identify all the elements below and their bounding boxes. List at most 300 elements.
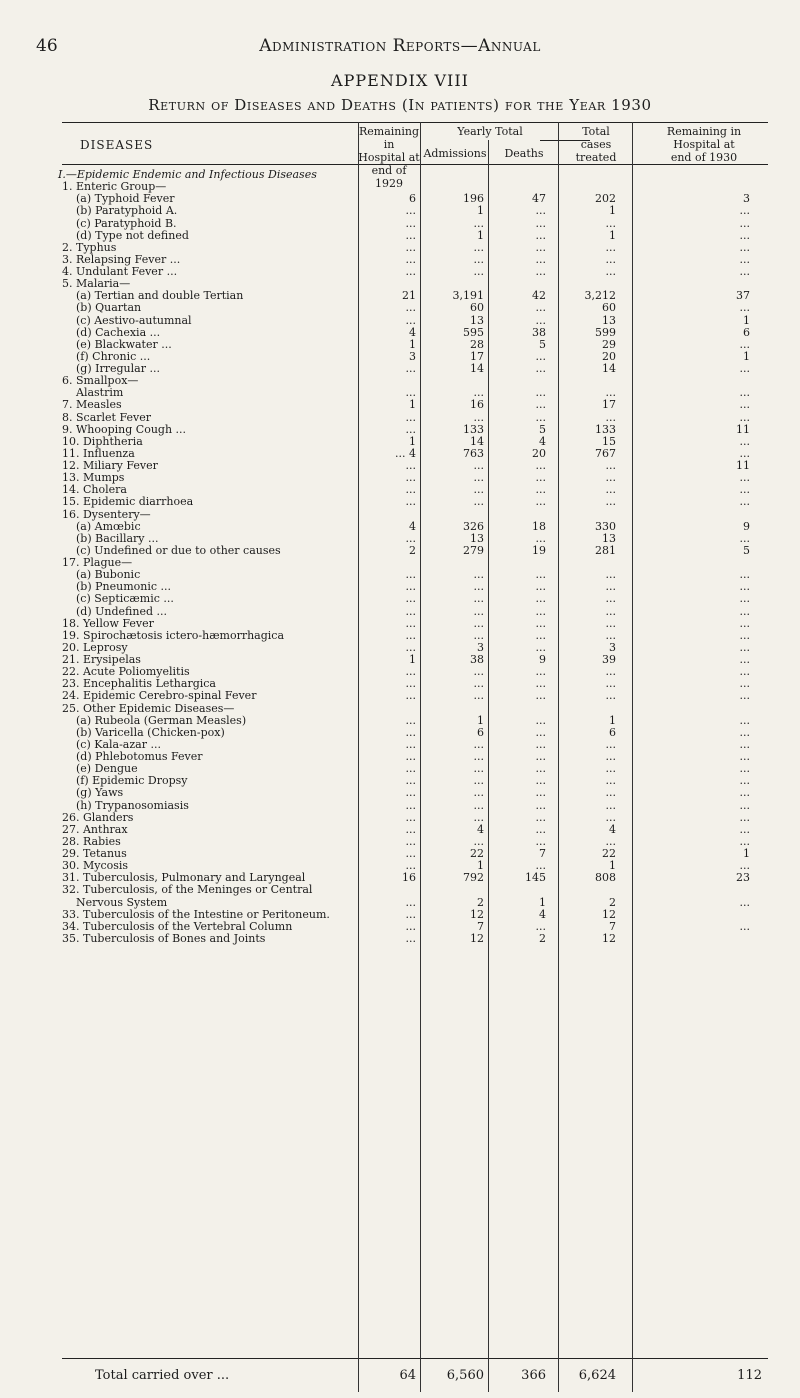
remaining-end-cell: ... xyxy=(739,580,750,594)
total-cases-cell: ... xyxy=(605,628,616,642)
admissions-cell: 14 xyxy=(470,362,484,375)
admissions-heading: Admissions xyxy=(423,147,487,160)
remaining-start-cell: ... xyxy=(405,774,416,788)
admissions-cell: 38 xyxy=(470,653,484,666)
admissions-cell: 13 xyxy=(470,531,484,545)
remaining-end-cell: ... xyxy=(739,471,750,485)
heading-line: Remaining in xyxy=(358,125,420,151)
admissions-cell: 326 xyxy=(463,519,484,533)
admissions-cell: ... xyxy=(473,774,484,788)
deaths-cell: ... xyxy=(535,240,546,254)
disease-label: 28. Rabies xyxy=(62,834,121,848)
disease-label: (c) Kala-azar ... xyxy=(76,737,161,751)
deaths-cell: 42 xyxy=(532,289,546,303)
total-cases-cell: ... xyxy=(605,834,616,848)
remaining-end-cell: ... xyxy=(739,362,750,375)
remaining-end-cell: ... xyxy=(739,495,750,509)
total-cases-cell: 7 xyxy=(609,919,616,933)
table-row xyxy=(0,606,800,618)
deaths-heading: Deaths xyxy=(504,147,544,160)
disease-label: 22. Acute Poliomyelitis xyxy=(62,665,190,679)
remaining-end-cell: ... xyxy=(739,398,750,412)
total-cases-cell: ... xyxy=(605,616,616,630)
deaths-cell: 19 xyxy=(532,543,546,557)
disease-label: 10. Diphtheria xyxy=(62,434,143,448)
admissions-cell: ... xyxy=(473,689,484,703)
deaths-cell: ... xyxy=(535,580,546,594)
disease-label: 14. Cholera xyxy=(62,483,127,497)
remaining-end-cell: 5 xyxy=(743,543,750,557)
table-row xyxy=(0,812,800,824)
total-cases-cell: 2 xyxy=(609,895,616,909)
disease-label: 26. Glanders xyxy=(62,810,134,824)
total-cases-cell: ... xyxy=(605,495,616,509)
disease-label: (b) Varicella (Chicken-pox) xyxy=(76,725,225,739)
remaining-start-cell: ... xyxy=(405,410,416,424)
remaining-start-cell: ... xyxy=(405,628,416,642)
total-cases-cell: 39 xyxy=(602,653,616,666)
disease-label: 33. Tuberculosis of the Intestine or Peritoneum. xyxy=(62,907,330,921)
disease-label: (d) Type not defined xyxy=(76,228,189,242)
remaining-end-cell: ... xyxy=(739,604,750,618)
deaths-cell: ... xyxy=(535,798,546,812)
table-row xyxy=(0,302,800,314)
deaths-cell: ... xyxy=(535,774,546,788)
remaining-end-cell: ... xyxy=(739,737,750,751)
admissions-cell: 1 xyxy=(477,713,484,727)
total-label: Total carried over ... xyxy=(95,1368,230,1383)
deaths-cell: 4 xyxy=(539,434,546,448)
deaths-cell: ... xyxy=(535,592,546,606)
total-cases-cell: 202 xyxy=(595,192,616,206)
remaining-end-cell: ... xyxy=(739,713,750,727)
remaining-start-cell: ... xyxy=(405,301,416,315)
remaining-start-cell: 3 xyxy=(409,349,416,363)
deaths-cell: ... xyxy=(535,252,546,266)
admissions-cell: ... xyxy=(473,216,484,230)
deaths-cell: ... xyxy=(535,677,546,691)
remaining-start-cell: ... xyxy=(405,895,416,909)
heading-line: Remaining in xyxy=(666,125,742,138)
deaths-cell: ... xyxy=(535,362,546,375)
total-cases-cell: 599 xyxy=(595,325,616,339)
remaining-end-cell: ... xyxy=(739,337,750,351)
remaining-end-cell: ... xyxy=(739,689,750,703)
admissions-cell: ... xyxy=(473,604,484,618)
table-row xyxy=(0,715,800,727)
return-title: Return of Diseases and Deaths (In patients) for the Year 1930 xyxy=(148,96,652,114)
admissions-cell: 22 xyxy=(470,847,484,860)
table-row xyxy=(0,412,800,424)
total-cases-cell: 133 xyxy=(595,422,616,436)
admissions-cell: ... xyxy=(473,737,484,751)
remaining-start-cell: 2 xyxy=(409,543,416,557)
remaining-end-cell: ... xyxy=(739,798,750,812)
deaths-cell: ... xyxy=(535,459,546,472)
disease-label: (e) Blackwater ... xyxy=(76,337,172,351)
table-row xyxy=(0,933,800,945)
deaths-cell: ... xyxy=(535,810,546,824)
remaining-start-cell: ... xyxy=(405,689,416,703)
remaining-start-cell: 16 xyxy=(402,871,416,885)
total-cases-cell: 22 xyxy=(602,847,616,860)
deaths-cell: 145 xyxy=(525,871,546,885)
table-row xyxy=(0,399,800,411)
total-cases-cell: 330 xyxy=(595,519,616,533)
total-cases-cell: 3,212 xyxy=(584,289,616,303)
remaining-end-cell: ... xyxy=(739,786,750,800)
remaining-start-cell: 1 xyxy=(409,398,416,412)
table-row xyxy=(0,230,800,242)
deaths-cell: ... xyxy=(535,628,546,642)
admissions-cell: 133 xyxy=(463,422,484,436)
remaining-start-cell: ... xyxy=(405,665,416,679)
remaining-end-cell: ... xyxy=(739,822,750,836)
remaining-start-cell: ... 4 xyxy=(395,446,416,460)
admissions-cell: 4 xyxy=(477,822,484,836)
total-cases-cell: 12 xyxy=(602,907,616,921)
running-title: Administration Reports—Annual xyxy=(259,36,541,56)
admissions-cell: ... xyxy=(473,568,484,582)
remaining-start-cell: 21 xyxy=(402,289,416,303)
admissions-cell: ... xyxy=(473,410,484,424)
disease-label: (a) Bubonic xyxy=(76,568,141,582)
remaining-start-cell: ... xyxy=(405,592,416,606)
admissions-cell: ... xyxy=(473,459,484,472)
disease-label: 21. Erysipelas xyxy=(62,653,141,666)
disease-label: 30. Mycosis xyxy=(62,859,129,873)
remaining-end-cell: ... xyxy=(739,725,750,739)
total-cases-cell: ... xyxy=(605,410,616,424)
total-top-rule xyxy=(62,1358,768,1359)
remaining-start-cell: ... xyxy=(405,459,416,472)
remaining-start-cell: ... xyxy=(405,859,416,873)
deaths-cell: 1 xyxy=(539,895,546,909)
disease-label: (b) Quartan xyxy=(76,301,142,315)
remaining-end-cell: ... xyxy=(739,240,750,254)
disease-label: (c) Undefined or due to other causes xyxy=(76,543,281,557)
disease-label: (d) Cachexia ... xyxy=(76,325,161,339)
disease-label: Nervous System xyxy=(76,895,168,909)
total-cases-cell: ... xyxy=(605,798,616,812)
table-row xyxy=(0,618,800,630)
heading-line: Hospital at xyxy=(673,138,735,151)
remaining-end-cell: 23 xyxy=(736,871,750,885)
total-cases-cell: ... xyxy=(605,483,616,497)
deaths-cell: 47 xyxy=(532,192,546,206)
admissions-cell: 17 xyxy=(470,349,484,363)
table-row xyxy=(0,800,800,812)
remaining-end-cell: ... xyxy=(739,640,750,654)
total-cases-cell: ... xyxy=(605,677,616,691)
remaining-end-cell: ... xyxy=(739,750,750,763)
remaining-end-cell: ... xyxy=(739,568,750,582)
disease-label: (g) Irregular ... xyxy=(76,362,160,375)
admissions-cell: ... xyxy=(473,665,484,679)
heading-line: Hospital at xyxy=(358,151,420,164)
remaining-end-cell: ... xyxy=(739,895,750,909)
remaining-start-cell: ... xyxy=(405,471,416,485)
remaining-start-cell: ... xyxy=(405,531,416,545)
table-row xyxy=(0,703,800,715)
total-cases-cell: ... xyxy=(605,774,616,788)
deaths-cell: ... xyxy=(535,859,546,873)
disease-label: 24. Epidemic Cerebro-spinal Fever xyxy=(62,689,257,703)
admissions-cell: ... xyxy=(473,810,484,824)
table-row xyxy=(0,315,800,327)
disease-label: (a) Amœbic xyxy=(76,519,141,533)
admissions-cell: ... xyxy=(473,265,484,278)
total-cases-cell: 6 xyxy=(609,725,616,739)
table-row xyxy=(0,424,800,436)
remaining-end-cell: ... xyxy=(739,531,750,545)
admissions-cell: 279 xyxy=(463,543,484,557)
deaths-cell: ... xyxy=(535,822,546,836)
total-cases-cell: 17 xyxy=(602,398,616,412)
deaths-cell: ... xyxy=(535,616,546,630)
admissions-cell: 13 xyxy=(470,313,484,327)
remaining-end-cell: ... xyxy=(739,410,750,424)
table-row xyxy=(0,897,800,909)
remaining-end-cell: 37 xyxy=(736,289,750,303)
total-cases-cell: ... xyxy=(605,786,616,800)
deaths-cell: ... xyxy=(535,228,546,242)
deaths-cell: 5 xyxy=(539,337,546,351)
deaths-cell: ... xyxy=(535,725,546,739)
deaths-cell: ... xyxy=(535,483,546,497)
remaining-start-cell: 1 xyxy=(409,337,416,351)
remaining-end-cell: ... xyxy=(739,653,750,666)
disease-label: (h) Trypanosomiasis xyxy=(76,798,189,812)
total-cases-cell: 3 xyxy=(609,640,616,654)
deaths-cell: 7 xyxy=(539,847,546,860)
remaining-start-cell: 4 xyxy=(409,325,416,339)
total-cases-cell: 12 xyxy=(602,931,616,945)
table-row xyxy=(0,521,800,533)
deaths-cell: ... xyxy=(535,471,546,485)
remaining-end-cell: ... xyxy=(739,265,750,278)
remaining-end-cell: 11 xyxy=(736,459,750,472)
deaths-cell: 4 xyxy=(539,907,546,921)
remaining-start-cell: ... xyxy=(405,422,416,436)
admissions-cell: 12 xyxy=(470,931,484,945)
total-cases-cell: ... xyxy=(605,240,616,254)
admissions-cell: ... xyxy=(473,628,484,642)
total-cases-cell: ... xyxy=(605,459,616,472)
admissions-cell: 763 xyxy=(463,446,484,460)
remaining-start-cell: ... xyxy=(405,362,416,375)
remaining-start-cell: ... xyxy=(405,907,416,921)
total-cases-cell: 13 xyxy=(602,531,616,545)
total-cases-cell: ... xyxy=(605,737,616,751)
remaining-start-cell: ... xyxy=(405,386,416,400)
remaining-start-cell: ... xyxy=(405,240,416,254)
disease-label: (c) Septicæmic ... xyxy=(76,592,174,606)
admissions-cell: 1 xyxy=(477,204,484,218)
remaining-end-cell: ... xyxy=(739,628,750,642)
deaths-cell: ... xyxy=(535,665,546,679)
total-cases-cell: 1 xyxy=(609,204,616,218)
remaining-start-cell: ... xyxy=(405,252,416,266)
heading-line: cases xyxy=(580,138,612,151)
disease-label: (f) Epidemic Dropsy xyxy=(76,774,188,788)
remaining-start-cell: ... xyxy=(405,810,416,824)
disease-label: Alastrim xyxy=(76,386,124,400)
total-cases-cell: 281 xyxy=(595,543,616,557)
remaining-start-cell: ... xyxy=(405,677,416,691)
disease-label: 1. Enteric Group— xyxy=(62,180,167,194)
total-cases-cell: ... xyxy=(605,568,616,582)
admissions-cell: 14 xyxy=(470,434,484,448)
remaining-end-cell: ... xyxy=(739,204,750,218)
remaining-end-heading xyxy=(634,125,774,164)
remaining-end-cell: ... xyxy=(739,592,750,606)
disease-label: 35. Tuberculosis of Bones and Joints xyxy=(62,931,266,945)
total-cases-cell: ... xyxy=(605,762,616,776)
deaths-cell: ... xyxy=(535,216,546,230)
table-row xyxy=(0,509,800,521)
remaining-start-cell: ... xyxy=(405,604,416,618)
remaining-start-cell: 1 xyxy=(409,434,416,448)
disease-label: 8. Scarlet Fever xyxy=(62,410,151,424)
remaining-end-cell: ... xyxy=(739,216,750,230)
disease-label: (b) Bacillary ... xyxy=(76,531,159,545)
disease-label: 12. Miliary Fever xyxy=(62,459,158,472)
remaining-end-cell: ... xyxy=(739,677,750,691)
remaining-start-cell: 4 xyxy=(409,519,416,533)
deaths-cell: 5 xyxy=(539,422,546,436)
disease-label: (a) Rubeola (German Measles) xyxy=(76,713,247,727)
remaining-start-cell: ... xyxy=(405,786,416,800)
remaining-start-cell: ... xyxy=(405,798,416,812)
heading-line: treated xyxy=(575,151,617,164)
admissions-cell: 28 xyxy=(470,337,484,351)
deaths-cell: ... xyxy=(535,386,546,400)
total-cases-cell: 808 xyxy=(595,871,616,885)
heading-line: end of 1930 xyxy=(670,151,738,164)
admissions-cell: ... xyxy=(473,616,484,630)
disease-label: 17. Plague— xyxy=(62,556,133,569)
total-cases-cell: 29 xyxy=(602,337,616,351)
disease-label: 27. Anthrax xyxy=(62,822,128,836)
remaining-start-cell: 6 xyxy=(409,192,416,206)
remaining-end-cell: ... xyxy=(739,919,750,933)
disease-label: 5. Malaria— xyxy=(62,277,131,291)
remaining-start-cell: ... xyxy=(405,713,416,727)
admissions-cell: 2 xyxy=(477,895,484,909)
total-cases-cell: ... xyxy=(605,592,616,606)
table-row xyxy=(0,496,800,508)
remaining-start-cell: ... xyxy=(405,616,416,630)
deaths-cell: 2 xyxy=(539,931,546,945)
remaining-end-cell: 3 xyxy=(743,192,750,206)
remaining-start-cell: ... xyxy=(405,228,416,242)
remaining-end-cell: 6 xyxy=(743,325,750,339)
deaths-cell: ... xyxy=(535,786,546,800)
remaining-start-cell: ... xyxy=(405,313,416,327)
total-cases-heading xyxy=(560,125,632,164)
disease-label: 3. Relapsing Fever ... xyxy=(62,252,181,266)
disease-label: 32. Tuberculosis, of the Meninges or Central xyxy=(62,883,313,897)
disease-label: (b) Paratyphoid A. xyxy=(76,204,178,218)
total-cases-cell: 13 xyxy=(602,313,616,327)
total-cases: 6,624 xyxy=(578,1368,616,1383)
total-cases-cell: ... xyxy=(605,665,616,679)
disease-label: 4. Undulant Fever ... xyxy=(62,265,178,278)
admissions-cell: 60 xyxy=(470,301,484,315)
admissions-cell: 3,191 xyxy=(452,289,484,303)
remaining-start-cell: ... xyxy=(405,204,416,218)
deaths-cell: ... xyxy=(535,265,546,278)
total-cases-cell: 4 xyxy=(609,822,616,836)
heading-line: end of 1929 xyxy=(371,164,407,190)
admissions-cell: ... xyxy=(473,495,484,509)
total-cases-cell: 14 xyxy=(602,362,616,375)
total-cases-cell: 767 xyxy=(595,446,616,460)
remaining-end-cell: ... xyxy=(739,834,750,848)
deaths-cell: 38 xyxy=(532,325,546,339)
remaining-end-cell: ... xyxy=(739,810,750,824)
disease-label: 16. Dysentery— xyxy=(62,507,151,521)
total-remaining-start: 64 xyxy=(399,1368,416,1383)
remaining-end-cell: ... xyxy=(739,386,750,400)
deaths-cell: ... xyxy=(535,398,546,412)
table-row xyxy=(0,787,800,799)
disease-label: 15. Epidemic diarrhoea xyxy=(62,495,194,509)
admissions-cell: 1 xyxy=(477,859,484,873)
deaths-cell: ... xyxy=(535,762,546,776)
yearly-total-heading: Yearly Total xyxy=(457,125,523,138)
deaths-cell: 20 xyxy=(532,446,546,460)
remaining-end-cell: 1 xyxy=(743,847,750,860)
deaths-cell: ... xyxy=(535,204,546,218)
admissions-cell: ... xyxy=(473,252,484,266)
remaining-start-cell: ... xyxy=(405,762,416,776)
heading-line: Total xyxy=(582,125,610,138)
total-cases-cell: 60 xyxy=(602,301,616,315)
disease-label: 20. Leprosy xyxy=(62,640,128,654)
admissions-cell: 12 xyxy=(470,907,484,921)
deaths-cell: ... xyxy=(535,313,546,327)
remaining-end-cell: ... xyxy=(739,483,750,497)
admissions-cell: ... xyxy=(473,471,484,485)
total-cases-cell: 1 xyxy=(609,228,616,242)
appendix-title: APPENDIX VIII xyxy=(331,71,469,90)
admissions-cell: 16 xyxy=(470,398,484,412)
admissions-cell: 196 xyxy=(463,192,484,206)
total-cases-cell: 15 xyxy=(602,434,616,448)
remaining-end-cell: ... xyxy=(739,762,750,776)
remaining-start-cell: ... xyxy=(405,919,416,933)
admissions-cell: 6 xyxy=(477,725,484,739)
disease-label: (c) Aestivo-autumnal xyxy=(76,313,192,327)
table-row xyxy=(0,205,800,217)
total-cases-cell: 1 xyxy=(609,859,616,873)
admissions-cell: ... xyxy=(473,798,484,812)
table-row xyxy=(0,218,800,230)
remaining-start-cell: ... xyxy=(405,483,416,497)
total-cases-cell: 20 xyxy=(602,349,616,363)
disease-label: 18. Yellow Fever xyxy=(62,616,154,630)
deaths-cell: ... xyxy=(535,834,546,848)
remaining-start-cell: ... xyxy=(405,822,416,836)
total-cases-cell: ... xyxy=(605,810,616,824)
remaining-start-cell: ... xyxy=(405,265,416,278)
admissions-cell: ... xyxy=(473,677,484,691)
disease-label: 34. Tuberculosis of the Vertebral Column xyxy=(62,919,293,933)
disease-label: 9. Whooping Cough ... xyxy=(62,422,187,436)
admissions-cell: ... xyxy=(473,386,484,400)
